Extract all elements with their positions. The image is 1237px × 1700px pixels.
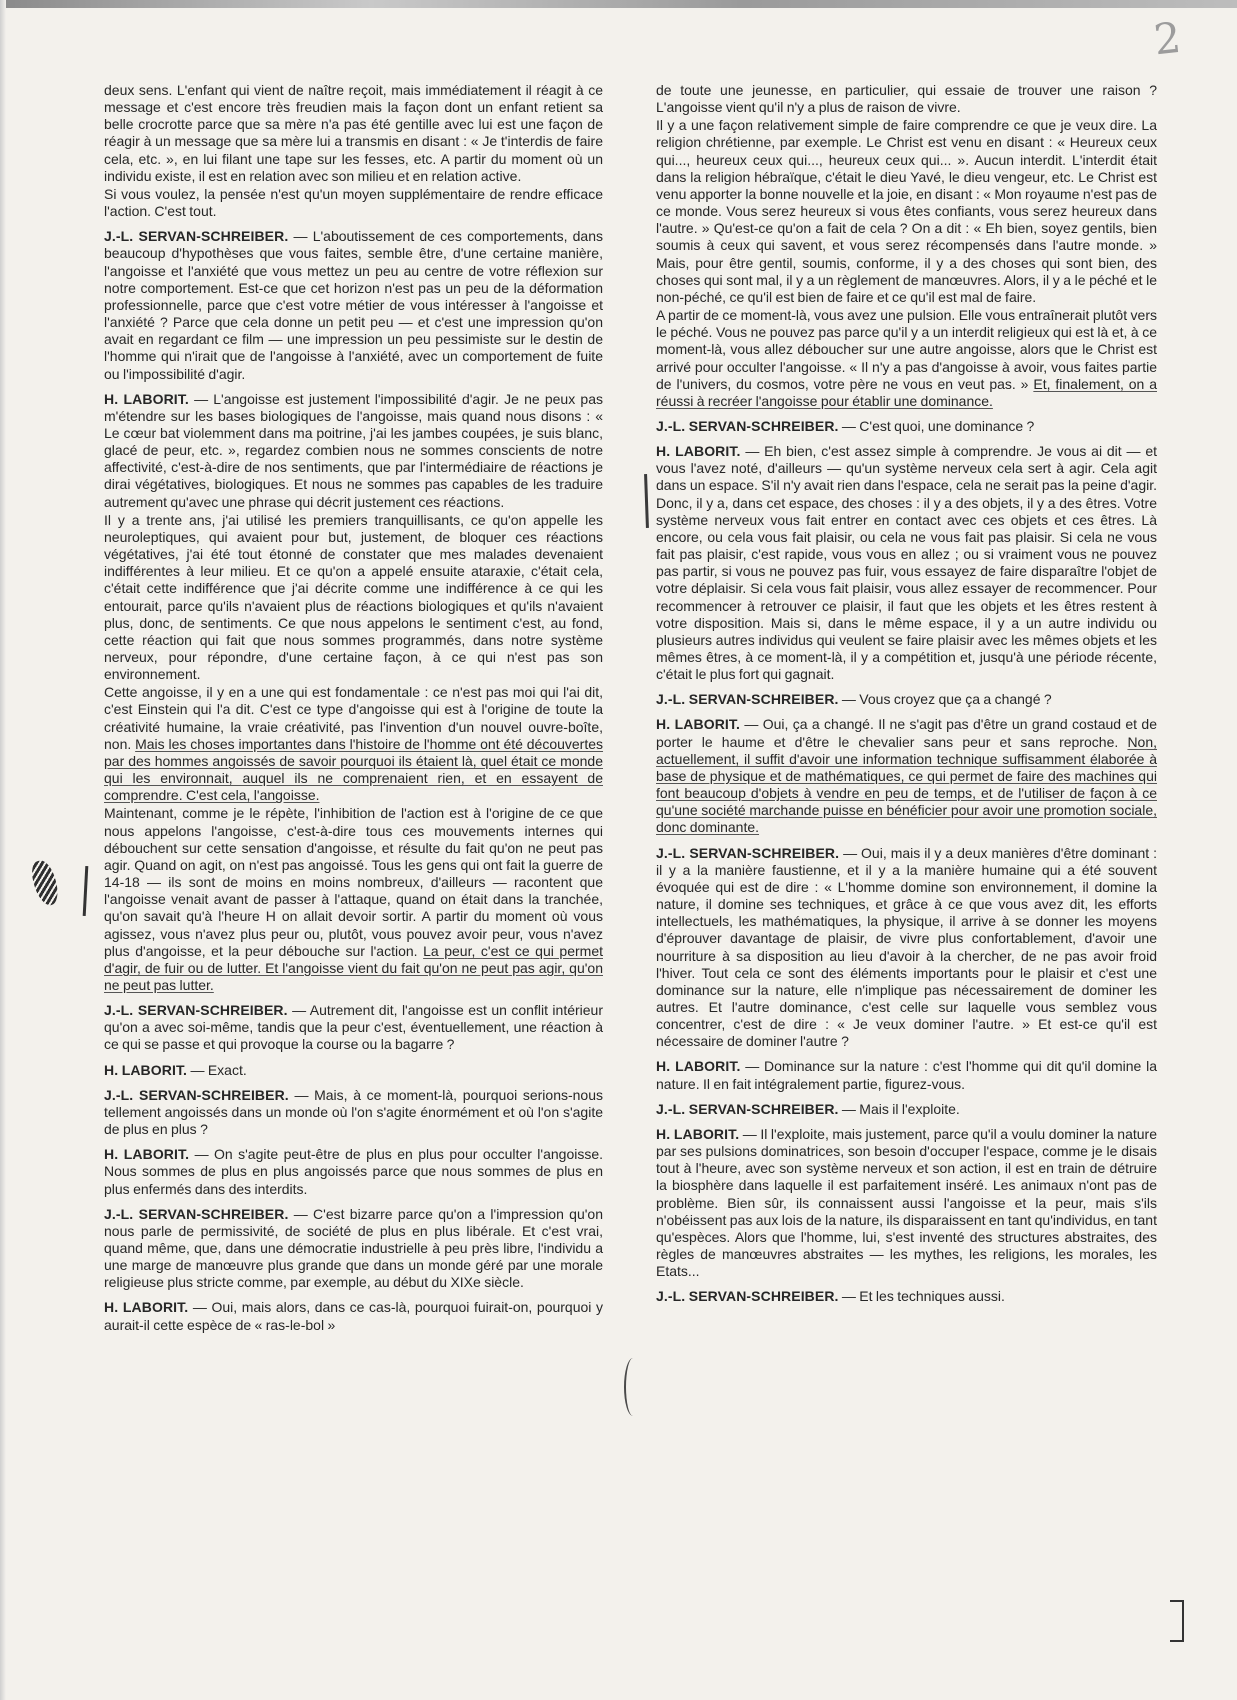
dialogue-turn [104, 1002, 603, 1053]
speaker-name: H. LABORIT. [104, 1299, 189, 1316]
speech-text: — Mais, à ce moment-là, pourquoi serions-nous tellement angoissés dans un monde où l'on s'agite énormément et où l'on s'agite de plus en plus ? [104, 1086, 604, 1138]
pencil-scribble-mark [29, 858, 61, 908]
speech-text: — Vous croyez que ça a changé ? [841, 691, 1052, 708]
dialogue-turn [104, 1206, 603, 1292]
dialogue-turn [104, 391, 603, 511]
dialogue-turn [656, 1288, 1157, 1305]
dialogue-turn [104, 1146, 603, 1197]
speaker-name: J.-L. SERVAN-SCHREIBER. [104, 1002, 288, 1019]
dialogue-turn [104, 1299, 603, 1333]
dialogue-turn [104, 1087, 603, 1138]
scan-top-edge [0, 0, 1237, 8]
speech-text: — Et les techniques aussi. [841, 1288, 1005, 1305]
left-column [104, 82, 603, 1342]
speaker-name: H. LABORIT. [656, 443, 741, 460]
dialogue-turn [656, 443, 1157, 683]
paragraph: deux sens. L'enfant qui vient de naître reçoit, mais immédiatement il réagit à ce message et c'est encore très freudien mais la façon dont un enfant retient sa belle crocrotte parce que sa mère n'a pas été gentille avec lui est une façon de réagir à un message que sa mère lui a transmis en disant : « Je t'interdis de faire cela, etc. », en lui filant une tape sur les fesses, etc. A partir du moment où un individu existe, il est en relation avec son milieu et en relation active. [104, 82, 603, 184]
speaker-name: H. LABORIT. [104, 390, 189, 407]
speech-text: — C'est bizarre parce qu'on a l'impression qu'on nous parle de permissivité, de société de plus en plus libérale. Et c'est vrai, quand même, que, dans une démocratie industrielle à peu près libre, l'individu a une marge de manœuvre plus grande que dans un monde géré par une morale religieuse plus stricte comme, par exemple, au début du XIXe siècle. [104, 1205, 603, 1291]
speech-text: — Oui, ça a changé. Il ne s'agit pas d'être un grand costaud et de porter le haume et d'être le chevalier sans peur et sans reproche. [656, 716, 1157, 750]
speech-text: — On s'agite peut-être de plus en plus pour occulter l'angoisse. Nous sommes de plus en plus angoissés parce que nous sommes de plus en plus enfermés dans des interdits. [104, 1146, 604, 1197]
speaker-name: J.-L. SERVAN-SCHREIBER. [656, 691, 839, 708]
speaker-name: J.-L. SERVAN-SCHREIBER. [656, 844, 840, 861]
paragraph: A partir de ce moment-là, vous avez une pulsion. Elle vous entraînerait plutôt vers le péché. Vous ne pouvez pas parce qu'il y a un interdit religieux qui est là et, à ce moment-là, vous allez déboucher sur une autre angoisse, alors que le Christ est arrivé pour occulter l'angoisse. « Il n'y a pas d'angoisse à avoir, vous faites partie de l'univers, du cosmos, votre père ne vous en veut pas. » Et, finalement, on a réussi à recréer l'angoisse pour établir une dominance. [656, 307, 1157, 409]
paragraph: Cette angoisse, il y en a une qui est fondamentale : ce n'est pas moi qui l'ai dit, c'est Einstein qui l'a dit. C'est ce type d'angoisse qui est à l'origine de toute la créativité humaine, la vraie créativité, pas l'invention d'un nouvel ouvre-boîte, non. Mais les choses importantes dans l'histoire de l'homme ont été découvertes par des hommes angoissés de savoir pourquoi ils étaient là, quel était ce monde qui les environnait, auquel ils ne comprenaient rien, et en essayent de comprendre. C'est cela, l'angoisse. [104, 684, 604, 804]
dialogue-turn [104, 1062, 603, 1079]
page-number: 2 [1151, 12, 1184, 65]
speaker-name: H. LABORIT. [104, 1146, 190, 1163]
speaker-name: J.-L. SERVAN-SCHREIBER. [656, 1288, 839, 1305]
scan-left-edge [0, 0, 6, 1700]
speaker-name: H. LABORIT. [104, 1061, 188, 1078]
margin-line-mark-right [644, 474, 649, 528]
paragraph: Maintenant, comme je le répète, l'inhibition de l'action est à l'origine de ce que nous appelons l'angoisse, c'est-à-dire tous ces mouvements internes qui débouchent sur cette sensation d'angoisse, et résulte du fait qu'on ne peut pas agir. Quand on agit, on n'est pas angoissé. Tous les gens qui ont fait la guerre de 14-18 — ils sont de moins en moins nombreux, d'ailleurs — racontent que l'angoisse venait avant de passer à l'attaque, quand on était dans la tranchée, qu'on savait qu'à l'heure H on allait devoir sortir. A partir du moment où vous agissez, vous n'avez plus peur ou, plutôt, vous pouvez avoir peur, vous n'avez plus d'angoisse, et la peur débouche sur l'action. La peur, c'est ce qui permet d'agir, de fuir ou de lutter. Et l'angoisse vient du fait qu'on ne peut pas agir, qu'on ne peut pas lutter. [104, 805, 603, 993]
margin-parenthesis-mark [624, 1358, 642, 1416]
speaker-name: J.-L. SERVAN-SCHREIBER. [656, 1100, 839, 1117]
speech-text: — Oui, mais alors, dans ce cas-là, pourquoi fuirait-on, pourquoi y aurait-il cette espèce de « ras-le-bol » [104, 1299, 603, 1333]
speaker-name: J.-L. SERVAN-SCHREIBER. [656, 417, 839, 434]
speech-text: — Dominance sur la nature : c'est l'homme qui dit qu'il domine la nature. Il en fait intégralement partie, figurez-vous. [656, 1058, 1158, 1092]
speech-text: — Il l'exploite, mais justement, parce qu'il a voulu dominer la nature par ses pulsions dominatrices, son besoin d'occuper l'espace, comme je le disais tout à l'heure, avec son système nerveux et son action, il est en train de détruire la biosphère dans laquelle il est parfaitement inséré. Les animaux n'ont pas de problème. Bien sûr, ils connaissent aussi l'angoisse et la peur, mais s'ils n'obéissent pas aux lois de la nature, ils disparaissent en tant qu'individus, en tant qu'espèces. Alors que l'homme, lui, s'est inventé des structures abstraites, des règles de manœuvres abstraites — les mythes, les religions, les morales, les Etats... [656, 1125, 1157, 1280]
speaker-name: J.-L. SERVAN-SCHREIBER. [104, 228, 289, 245]
speech-text: — Mais il l'exploite. [841, 1100, 960, 1117]
dialogue-turn [656, 691, 1157, 708]
paragraph: Si vous voulez, la pensée n'est qu'un moyen supplémentaire de rendre efficace l'action. C'est tout. [104, 185, 603, 220]
speech-text: — L'aboutissement de ces comportements, dans beaucoup d'hypothèses que vous faites, semble être, d'une certaine manière, l'angoisse et l'anxiété que vous mettez un peu au centre de votre réflexion sur notre comportement. Est-ce que cet horizon n'est pas un peu de la déformation professionnelle, parce que c'est votre métier de vous intéresser à l'angoisse et l'anxiété ? Parce que cela donne un petit peu — et c'est une impression qu'on avait en regardant ce film — une impression un peu pessimiste sur le destin de l'homme qui n'irait que de l'angoisse à l'anxiété, avec un comportement de fuite ou l'impossibilité d'agir. [104, 228, 604, 382]
underlined-passage: Mais les choses importantes dans l'histoire de l'homme ont été découvertes par des hommes angoissés de savoir pourquoi ils étaient là, quel était ce monde qui les environnait, auquel ils ne comprenaient rien, et en essayent de comprendre. C'est cela, l'angoisse. [104, 735, 604, 804]
speaker-name: H. LABORIT. [656, 1125, 740, 1142]
underlined-passage: Et, finalement, on a réussi à recréer l'angoisse pour établir une dominance. [656, 375, 1157, 409]
speaker-name: J.-L. SERVAN-SCHREIBER. [104, 1205, 289, 1222]
right-column [656, 82, 1157, 1313]
speech-text: — C'est quoi, une dominance ? [841, 417, 1035, 434]
dialogue-turn [656, 1101, 1157, 1118]
speech-text: — L'angoisse est justement l'impossibilité d'agir. Je ne peux pas m'étendre sur les bases biologiques de l'angoisse, mais quand nous disons : « Le cœur bat violemment dans ma poitrine, j'ai les jambes coupées, je suis blanc, glacé de peur, etc. », regardez combien nous ne sommes conscients de notre affectivité, c'est-à-dire de nos sentiments, que par l'intermédiaire de réactions je dirai végétatives, biologiques. Et nous ne sommes pas capables de les traduire autrement qu'avec une phrase qui décrit justement ces réactions. [104, 390, 603, 510]
paragraph: Il y a trente ans, j'ai utilisé les premiers tranquillisants, ce qu'on appelle les neuroleptiques, qui avaient pour but, justement, de bloquer ces réactions végétatives, j'ai été tout étonné de constater que mes malades devenaient indifférentes à leur milieu. Et ce qu'on a appelé ensuite ataraxie, c'était cela, c'était cette indifférence que j'ai décrite comme une indifférence à ce qui les entourait, parce qu'ils n'avaient plus de réactions biologiques et qu'ils n'avaient plus, donc, de sentiments. Ce que nous appelons le sentiment c'est, au fond, cette réaction qui fait que nous sommes programmés, dans notre système nerveux, pour répondre, d'une certaine façon, à ce qui n'est pas son environnement. [104, 511, 603, 683]
speech-text: — Autrement dit, l'angoisse est un conflit intérieur qu'on a avec soi-même, tandis que la peur c'est, éventuellement, une réaction à ce qui se passe et qui provoque la course ou la bagarre ? [104, 1002, 604, 1053]
speech-text: — Oui, mais il y a deux manières d'être dominant : il y a la manière faustienne, et il y a la manière humaine qui a été souvent évoquée qui est de dire : « L'homme domine son environnement, il domine la nature, il domine ses techniques, et grâce à ce que vous avez dit, les efforts intellectuels, les mathématiques, la physique, il arrive à se donner les moyens d'éprouver davantage de plaisir, de vivre plus confortablement, d'avoir une nourriture à sa disposition au lieu d'avoir à la chercher, de ne pas avoir froid l'hiver. Tout cela ce sont des éléments importants pour le plaisir et c'est une dominance sur la nature, elle n'implique pas nécessairement de dominer les autres. Et l'autre dominance, c'est celle sur laquelle vous semblez vous concentrer, c'est de dire : « Je veux dominer l'autre. » Et est-ce qu'il est nécessaire de dominer l'autre ? [656, 844, 1157, 1050]
speech-text: — Eh bien, c'est assez simple à comprendre. Je vous ai dit — et vous l'avez noté, d'ailleurs — qu'un système nerveux cela sert à agir. Cela agit dans un espace. S'il n'y avait rien dans l'espace, cela ne serait pas la peine d'agir. Donc, il y a, dans cet espace, des choses : il y a des objets, il y a des êtres. Votre système nerveux vous fait entrer en contact avec ces objets et ces êtres. Là encore, ou cela vous fait plaisir, ou cela ne vous fait pas plaisir. Si cela ne vous fait pas plaisir, c'est rapide, vous vous en allez ; ou si vraiment vous ne pouvez pas partir, si vous ne pouvez pas fuir, vous essayez de faire disparaître l'objet de votre déplaisir. Si cela vous fait plaisir, vous allez essayer de recommencer. Pour recommencer à retrouver ce plaisir, il faut que les objets et les êtres restent à votre disposition. Mais si, dans le même espace, il y a un autre individu ou plusieurs autres individus qui veulent se faire plaisir avec les mêmes objets et les mêmes êtres, à ce moment-là, il y a compétition et, jusqu'à une période récente, c'était le plus fort qui gagnait. [656, 443, 1157, 683]
margin-line-mark [83, 866, 89, 916]
speaker-name: H. LABORIT. [656, 1058, 741, 1075]
speech-text: — Exact. [190, 1061, 247, 1078]
margin-bracket-mark [1170, 1600, 1184, 1642]
dialogue-turn [656, 1126, 1157, 1280]
dialogue-turn [656, 716, 1157, 836]
underlined-passage: La peur, c'est ce qui permet d'agir, de fuir ou de lutter. Et l'angoisse vient du fait qu'on ne peut pas agir, qu'on ne peut pas lutter. [104, 942, 603, 993]
paragraph: Il y a une façon relativement simple de faire comprendre ce que je veux dire. La religion chrétienne, par exemple. Le Christ est venu en disant : « Heureux ceux qui..., heureux ceux qui..., heureux ceux qui... ». Aucun interdit. L'interdit était dans la religion hébraïque, c'était le dieu Yavé, le dieu vengeur, etc. Le Christ est venu apporter la bonne nouvelle et la joie, en disant : « Mon royaume n'est pas de ce monde. Vous serez heureux si vous êtes confiants, vous serez heureux dans l'autre. » Qu'est-ce qu'on a fait de cela ? On a dit : « Eh bien, soyez gentils, bien soumis à ceux qui savent, et vous serez récompensés dans l'autre monde. » Mais, pour être gentil, soumis, conforme, il y a des choses qui sont bien, des choses qui sont mal, il y a un règlement de manœuvres. Alors, il y a le péché et le non-péché, ce qu'il est bien de faire et ce qu'il est mal de faire. [656, 117, 1157, 305]
speaker-name: J.-L. SERVAN-SCHREIBER. [104, 1086, 289, 1103]
dialogue-turn [656, 418, 1157, 435]
paragraph: de toute une jeunesse, en particulier, qui essaie de trouver une raison ? L'angoisse vient qu'il n'y a plus de raison de vivre. [656, 82, 1157, 116]
underlined-passage: Non, actuellement, il suffit d'avoir une information technique suffisamment élaborée à base de physique et de mathématiques, ce qui permet de faire des machines qui font beaucoup d'objets à vendre en peu de temps, et de l'utiliser de façon à ce qu'une société marchande puisse en bénéficier pour avoir une promotion sociale, donc dominante. [656, 733, 1158, 836]
dialogue-turn [656, 1058, 1157, 1092]
dialogue-turn [104, 228, 603, 382]
speaker-name: H. LABORIT. [656, 716, 741, 733]
dialogue-turn [656, 845, 1157, 1051]
